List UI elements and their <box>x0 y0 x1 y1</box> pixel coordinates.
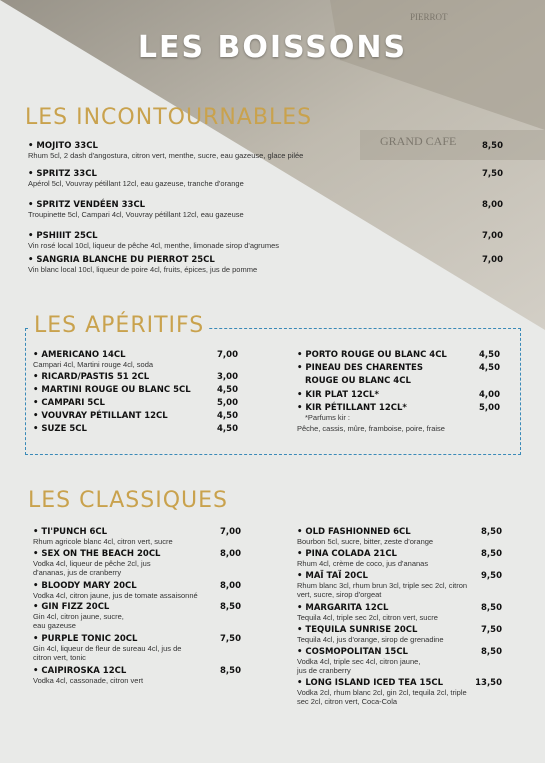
item-name: • TEQUILA SUNRISE 20CL <box>297 625 418 635</box>
list-item <box>297 350 500 363</box>
item-price: 3,00 <box>217 372 238 382</box>
item-desc: Campari 4cl, Martini rouge 4cl, soda <box>33 360 154 369</box>
aperitifs-right-list <box>297 350 500 436</box>
item-price: 8,00 <box>482 200 503 210</box>
svg-text:PIERROT: PIERROT <box>410 12 448 22</box>
item-name: • GIN FIZZ 20CL <box>33 602 110 612</box>
aperitifs-left-list <box>33 350 238 437</box>
list-item <box>28 141 503 169</box>
item-desc: Tequila 4cl, triple sec 2cl, citron vert, sucre <box>297 613 438 622</box>
item-desc: Pêche, cassis, mûre, framboise, poire, fraise <box>297 424 445 433</box>
item-desc: Apérol 5cl, Vouvray pétillant 12cl, eau gazeuse, tranche d'orange <box>28 179 244 188</box>
list-item <box>33 398 238 411</box>
list-item <box>297 625 502 647</box>
item-desc: Troupinette 5cl, Campari 4cl, Vouvray pétillant 12cl, eau gazeuse <box>28 210 244 219</box>
item-price: 4,50 <box>479 363 500 373</box>
item-price: 8,50 <box>481 647 502 657</box>
list-item <box>297 527 502 549</box>
item-price: 7,00 <box>482 255 503 265</box>
item-price: 7,50 <box>482 169 503 179</box>
item-name: • SPRITZ 33CL <box>28 169 97 179</box>
item-name: • CAMPARI 5CL <box>33 398 105 408</box>
item-name: • SEX ON THE BEACH 20CL <box>33 549 161 559</box>
item-price: 7,00 <box>217 350 238 360</box>
item-desc: Bourbon 5cl, sucre, bitter, zeste d'orange <box>297 537 434 546</box>
item-price: 7,00 <box>220 527 241 537</box>
item-price: 8,50 <box>481 603 502 613</box>
item-desc: Vodka 2cl, rhum blanc 2cl, gin 2cl, tequila 2cl, triple sec 2cl, citron vert, Coca-Cola <box>297 688 467 706</box>
item-desc: Rhum 4cl, crème de coco, jus d'ananas <box>297 559 429 568</box>
item-name: • TI'PUNCH 6CL <box>33 527 108 537</box>
item-name: • VOUVRAY PÉTILLANT 12CL <box>33 411 168 421</box>
item-price: 8,50 <box>482 141 503 151</box>
list-item <box>33 602 241 634</box>
item-desc: Rhum 5cl, 2 dash d'angostura, citron vert, menthe, sucre, eau gazeuse, glace pilée <box>28 151 304 160</box>
item-price: 5,00 <box>217 398 238 408</box>
classiques-left-list <box>33 527 241 688</box>
item-desc: Vin blanc local 10cl, liqueur de poire 4cl, fruits, épices, jus de pomme <box>28 265 258 274</box>
section-title-classiques: LES CLASSIQUES <box>28 488 228 513</box>
list-item <box>33 385 238 398</box>
item-price: 8,50 <box>220 602 241 612</box>
item-name: • PINA COLADA 21CL <box>297 549 397 559</box>
item-desc: Tequila 4cl, jus d'orange, sirop de grenadine <box>297 635 444 644</box>
list-item <box>33 581 241 602</box>
item-price: 4,50 <box>479 350 500 360</box>
item-price: 8,50 <box>220 666 241 676</box>
item-price: 4,50 <box>217 385 238 395</box>
item-name: ROUGE OU BLANC 4CL <box>305 376 411 386</box>
item-name: • MAÏ TAÏ 20CL <box>297 571 368 581</box>
item-name: • PURPLE TONIC 20CL <box>33 634 138 644</box>
list-item <box>33 549 241 581</box>
list-item <box>33 634 241 666</box>
item-desc: Gin 4cl, liqueur de fleur de sureau 4cl, jus de citron vert, tonic <box>33 644 182 662</box>
list-item <box>297 603 502 625</box>
item-desc: *Parfums kir : <box>305 413 351 422</box>
list-item <box>33 527 241 549</box>
item-name: • BLOODY MARY 20CL <box>33 581 137 591</box>
item-name: • PORTO ROUGE OU BLANC 4CL <box>297 350 447 360</box>
item-name: • OLD FASHIONNED 6CL <box>297 527 411 537</box>
item-desc: Gin 4cl, citron jaune, sucre, eau gazeuse <box>33 612 124 630</box>
list-item <box>33 424 238 437</box>
item-price: 7,50 <box>220 634 241 644</box>
list-item <box>33 372 238 385</box>
item-price: 4,50 <box>217 411 238 421</box>
item-price: 8,50 <box>481 549 502 559</box>
list-item <box>297 571 502 603</box>
item-name: • KIR PLAT 12CL* <box>297 390 379 400</box>
item-desc: Rhum blanc 3cl, rhum brun 3cl, triple sec 2cl, citron vert, sucre, sirop d'orgeat <box>297 581 468 599</box>
list-item <box>33 411 238 424</box>
list-item <box>33 350 238 372</box>
list-item <box>28 200 503 231</box>
item-desc: Vodka 4cl, citron jaune, jus de tomate assaisonné <box>33 591 198 600</box>
section-title-aperitifs: LES APÉRITIFS <box>30 313 208 338</box>
list-item <box>28 255 503 279</box>
list-item <box>297 424 500 436</box>
item-price: 8,00 <box>220 581 241 591</box>
item-name: • MARGARITA 12CL <box>297 603 389 613</box>
item-name: • MOJITO 33CL <box>28 141 98 151</box>
list-item <box>297 390 500 403</box>
item-name: • PSHIIIT 25CL <box>28 231 98 241</box>
item-name: • LONG ISLAND ICED TEA 15CL <box>297 678 444 688</box>
list-item <box>33 666 241 688</box>
item-name: • CAIPIROSKA 12CL <box>33 666 127 676</box>
item-price: 9,50 <box>481 571 502 581</box>
item-desc: Vodka 4cl, liqueur de pêche 2cl, jus d'ananas, jus de cranberry <box>33 559 151 577</box>
classiques-right-list <box>297 527 502 710</box>
item-desc: Vodka 4cl, triple sec 4cl, citron jaune, jus de cranberry <box>297 657 421 675</box>
list-item <box>297 376 500 390</box>
section-title-incontournables: LES INCONTOURNABLES <box>25 105 313 130</box>
list-item <box>28 231 503 255</box>
item-price: 7,50 <box>481 625 502 635</box>
list-item <box>297 678 502 710</box>
item-name: • MARTINI ROUGE OU BLANC 5CL <box>33 385 191 395</box>
item-name: • AMERICANO 14CL <box>33 350 126 360</box>
item-price: 4,50 <box>217 424 238 434</box>
list-item <box>297 647 502 678</box>
item-desc: Vin rosé local 10cl, liqueur de pêche 4cl, menthe, limonade sirop d'agrumes <box>28 241 280 250</box>
item-price: 8,50 <box>481 527 502 537</box>
item-name: • PINEAU DES CHARENTES <box>297 363 423 373</box>
list-item <box>297 403 500 424</box>
item-price: 8,00 <box>220 549 241 559</box>
list-item <box>28 169 503 200</box>
item-name: • SUZE 5CL <box>33 424 87 434</box>
incontournables-list <box>28 141 503 279</box>
item-name: • RICARD/PASTIS 51 2CL <box>33 372 150 382</box>
page-title: LES BOISSONS <box>137 30 408 65</box>
item-name: • COSMOPOLITAN 15CL <box>297 647 408 657</box>
item-name: • SANGRIA BLANCHE DU PIERROT 25CL <box>28 255 215 265</box>
list-item <box>297 549 502 571</box>
item-price: 7,00 <box>482 231 503 241</box>
item-price: 13,50 <box>475 678 502 688</box>
item-desc: Vodka 4cl, cassonade, citron vert <box>33 676 144 685</box>
item-desc: Rhum agricole blanc 4cl, citron vert, sucre <box>33 537 173 546</box>
item-price: 5,00 <box>479 403 500 413</box>
svg-text:GRAND CAFE: GRAND CAFE <box>380 134 457 148</box>
item-name: • SPRITZ VENDÉEN 33CL <box>28 200 146 210</box>
item-name: • KIR PÉTILLANT 12CL* <box>297 403 407 413</box>
item-price: 4,00 <box>479 390 500 400</box>
list-item <box>297 363 500 376</box>
